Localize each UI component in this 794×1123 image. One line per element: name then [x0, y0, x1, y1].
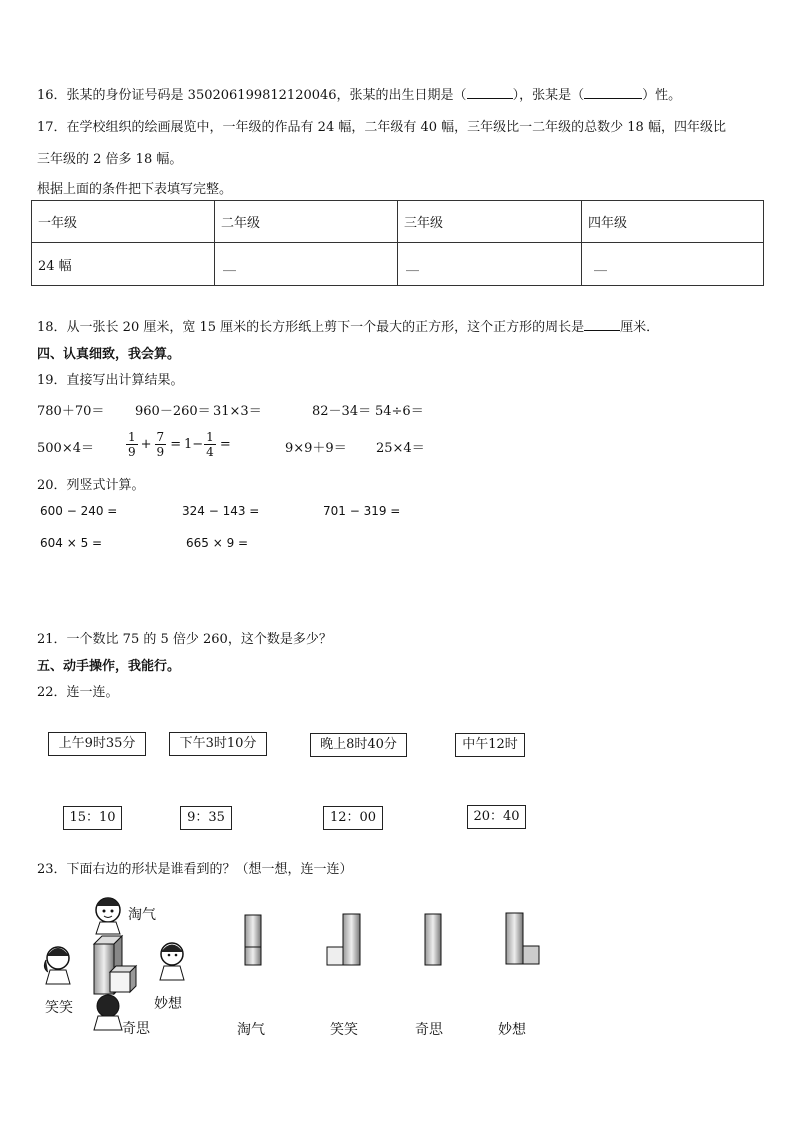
table-cell: 24 幅	[32, 243, 215, 286]
child-left	[44, 947, 70, 984]
calc-item: 500×4＝	[37, 441, 94, 456]
q16-text: 16．张某的身份证号码是 350206199812120046，张某的出生日期是（	[37, 88, 467, 103]
table-header: 四年级	[582, 201, 764, 243]
view-shape-3	[424, 913, 442, 967]
view-shape-2	[326, 913, 362, 967]
child-name: 妙想	[154, 996, 182, 1012]
calc-item: 960－260＝	[135, 404, 211, 419]
calc-item: 54÷6＝	[375, 404, 424, 419]
fraction: $\frac{1}{9}$	[128, 429, 136, 459]
view-shape-4	[505, 912, 541, 966]
q18	[37, 316, 659, 335]
vertical-calc-item: 600 − 240 =	[40, 504, 118, 518]
table-header: 三年级	[398, 201, 582, 243]
section-title: 五、动手操作，我能行。	[37, 659, 181, 674]
view-label: 妙想	[498, 1022, 526, 1038]
children-around-blocks-illustration	[38, 890, 198, 1040]
q23-title: 23．下面右边的形状是谁看到的？（想一想，连一连）	[37, 862, 353, 877]
child-bottom	[94, 995, 122, 1030]
answer-blank[interactable]	[584, 86, 642, 99]
answer-blank[interactable]	[467, 86, 513, 99]
calc-item: 780＋70＝	[37, 404, 105, 419]
child-top	[96, 898, 120, 934]
view-shape-1	[244, 914, 262, 966]
q21: 21．一个数比 75 的 5 倍少 260，这个数是多少？	[37, 632, 332, 647]
table-header: 一年级	[32, 201, 215, 243]
vertical-calc-item: 604 × 5 =	[40, 536, 103, 550]
q18-end: 厘米．	[620, 320, 660, 335]
view-label: 笑笑	[330, 1022, 358, 1038]
view-label: 奇思	[415, 1022, 443, 1038]
q17-line1: 17．在学校组织的绘画展览中，一年级的作品有 24 幅，二年级有 40 幅，三年级比一二年级的总数少 18 幅，四年级比	[37, 120, 726, 135]
fraction-calc: $\frac{1}{9}$ + $\frac{7}{9}$ =	[128, 429, 182, 459]
fraction: $\frac{7}{9}$	[156, 429, 165, 459]
time-card[interactable]: 下午3时10分	[169, 732, 267, 756]
section-title: 四、认真细致，我会算。	[37, 347, 181, 362]
vertical-calc-item: 324 − 143 =	[182, 504, 260, 518]
vertical-calc-item: 665 × 9 =	[186, 536, 249, 550]
time-card[interactable]: 上午9时35分	[48, 732, 146, 756]
calc-item: 9×9＋9＝	[285, 441, 347, 456]
vertical-calc-item: 701 − 319 =	[323, 504, 401, 518]
q22-title: 22．连一连。	[37, 685, 119, 700]
clock-card[interactable]: 9：35	[180, 806, 232, 830]
q16-end: ）性。	[642, 88, 682, 103]
grade-table	[31, 200, 764, 286]
time-card[interactable]: 中午12时	[455, 733, 525, 757]
clock-card[interactable]: 15：10	[63, 806, 122, 830]
q16-mid: ），张某是（	[512, 88, 585, 103]
fraction: $\frac{1}{4}$	[206, 429, 214, 459]
clock-card[interactable]: 12：00	[323, 806, 383, 830]
q17-line2: 三年级的 2 倍多 18 幅。	[37, 152, 183, 167]
q17-line3: 根据上面的条件把下表填写完整。	[37, 182, 233, 197]
calc-item: 25×4＝	[376, 441, 425, 456]
fraction-calc: 1− $\frac{1}{4}$ =	[184, 429, 231, 459]
table-header: 二年级	[215, 201, 398, 243]
table-cell-blank[interactable]: __	[582, 243, 764, 286]
table-cell-blank[interactable]: __	[398, 243, 582, 286]
q18-text: 18．从一张长 20 厘米，宽 15 厘米的长方形纸上剪下一个最大的正方形，这个正方形的周长是	[37, 320, 585, 335]
child-name: 淘气	[128, 907, 156, 923]
child-name: 笑笑	[45, 1000, 73, 1016]
child-name: 奇思	[122, 1021, 150, 1037]
q19-title: 19．直接写出计算结果。	[37, 373, 184, 388]
answer-blank[interactable]	[584, 318, 620, 331]
table-cell-blank[interactable]: __	[215, 243, 398, 286]
clock-card[interactable]: 20：40	[467, 805, 526, 829]
time-card[interactable]: 晚上8时40分	[310, 733, 407, 757]
calc-item: 31×3＝	[213, 404, 262, 419]
view-label: 淘气	[237, 1022, 265, 1038]
q20-title: 20．列竖式计算。	[37, 478, 145, 493]
calc-item: 82－34＝	[312, 404, 372, 419]
q16	[37, 84, 681, 103]
child-right	[160, 943, 184, 980]
